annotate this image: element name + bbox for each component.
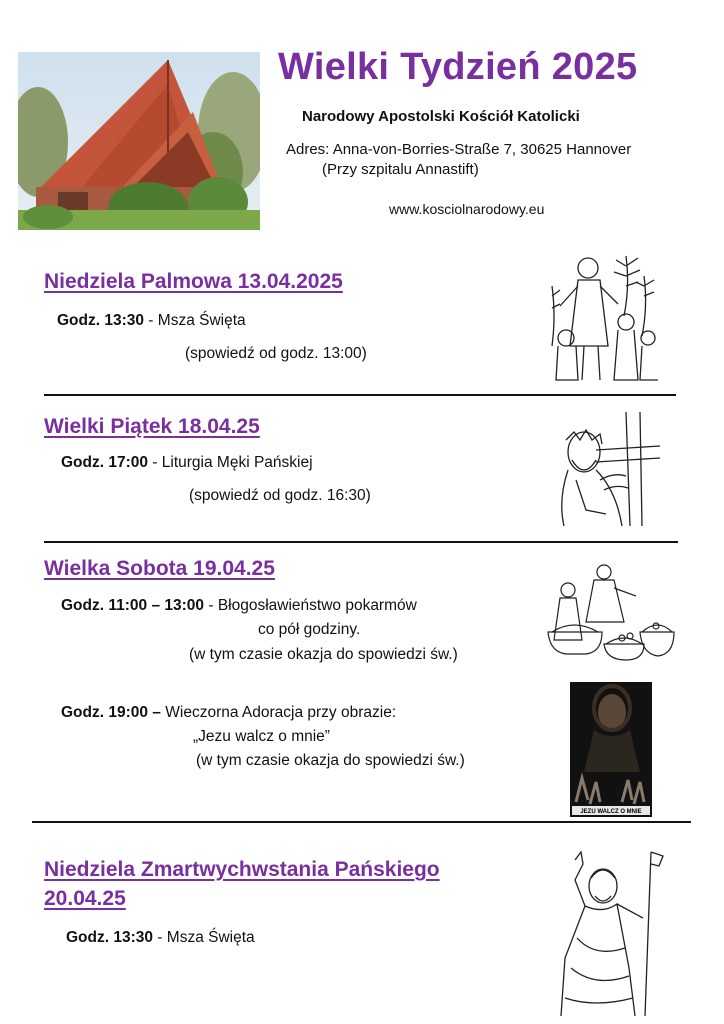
section-heading-good-friday: Wielki Piątek 18.04.25 — [44, 415, 260, 438]
event-line — [61, 704, 396, 722]
jezu-walcz-o-mnie-painting — [570, 682, 652, 817]
event-text: Msza Święta — [157, 312, 246, 329]
confession-note: (spowiedź od godz. 16:30) — [189, 487, 371, 504]
address-line: Adres: Anna-von-Borries-Straße 7, 30625 Hannover — [286, 141, 632, 158]
event-text: Wieczorna Adoracja przy obrazie: — [165, 704, 397, 721]
jesus-with-cross-illustration — [556, 410, 660, 526]
website-link[interactable]: www.kosciolnarodowy.eu — [389, 201, 545, 217]
event-time: Godz. 13:30 — [66, 929, 153, 946]
painting-caption: JEZU WALCZ O MNIE — [580, 809, 642, 815]
confession-note: (spowiedź od godz. 13:00) — [185, 345, 367, 362]
event-time: Godz. 13:30 — [57, 312, 144, 329]
church-photo — [18, 52, 260, 230]
event-separator: - — [204, 597, 218, 614]
event-separator: - — [148, 454, 162, 471]
event-line — [57, 312, 246, 330]
event-text: Liturgia Męki Pańskiej — [161, 454, 313, 471]
event-continuation: „Jezu walcz o mnie” — [193, 728, 330, 745]
event-text: Msza Święta — [166, 929, 255, 946]
event-time: Godz. 19:00 – — [61, 704, 161, 721]
event-text: Błogosławieństwo pokarmów — [217, 597, 417, 614]
section-divider — [44, 394, 676, 396]
section-heading-easter: Niedziela Zmartwychwstania Pańskiego — [44, 858, 440, 881]
confession-note: (w tym czasie okazja do spowiedzi św.) — [189, 646, 458, 663]
section-heading-holy-saturday: Wielka Sobota 19.04.25 — [44, 557, 275, 580]
section-divider — [32, 821, 691, 823]
event-line — [61, 454, 313, 472]
church-name: Narodowy Apostolski Kościół Katolicki — [302, 108, 580, 125]
event-line — [61, 597, 417, 615]
event-continuation: co pół godziny. — [258, 621, 361, 638]
event-line — [66, 929, 255, 947]
section-heading-easter-date: 20.04.25 — [44, 887, 126, 910]
risen-christ-illustration — [555, 848, 665, 1016]
section-divider — [44, 541, 678, 543]
event-separator: - — [144, 312, 158, 329]
section-heading-palm-sunday: Niedziela Palmowa 13.04.2025 — [44, 270, 343, 293]
event-separator: - — [153, 929, 167, 946]
address-note: (Przy szpitalu Annastift) — [322, 161, 479, 178]
event-time: Godz. 11:00 – 13:00 — [61, 597, 205, 614]
event-time: Godz. 17:00 — [61, 454, 148, 471]
confession-note: (w tym czasie okazja do spowiedzi św.) — [196, 752, 465, 769]
page-title: Wielki Tydzień 2025 — [278, 46, 638, 88]
palm-sunday-illustration — [548, 246, 660, 382]
blessing-of-food-illustration — [546, 562, 676, 662]
